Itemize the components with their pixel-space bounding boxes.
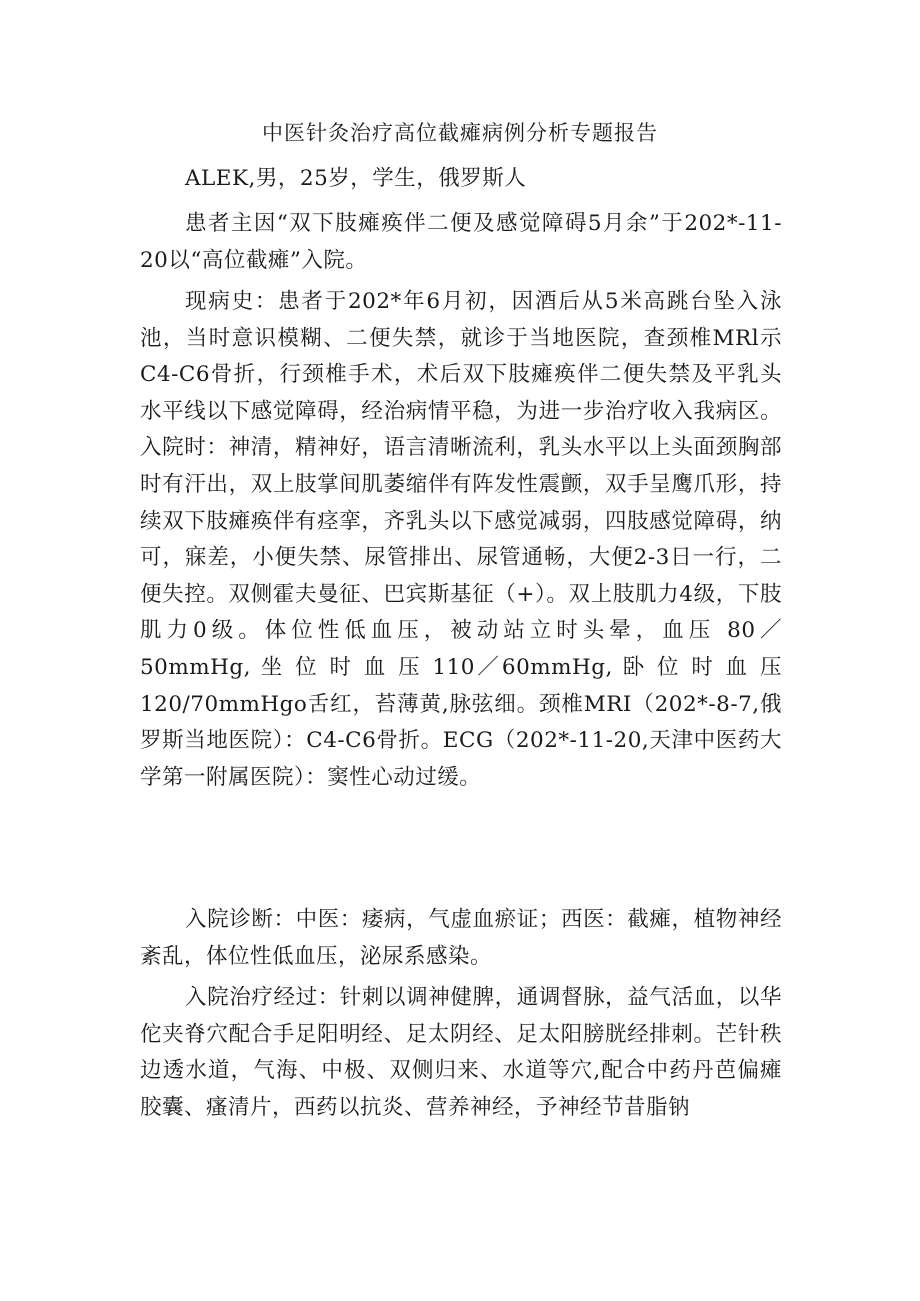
document-title: 中医针灸治疗高位截瘫病例分析专题报告	[262, 121, 658, 145]
patient-info-paragraph: ALEK,男，25岁，学生，俄罗斯人	[185, 166, 527, 191]
admission-diagnosis-paragraph: 入院诊断：中医：痿病，气虚血瘀证；西医：截瘫，植物神经紊乱，体位性低血压，泌尿系感染。	[140, 907, 782, 969]
present-history-paragraph: 现病史：患者于202*年6月初，因酒后从5米高跳台坠入泳池，当时意识模糊、二便失禁，就诊于当地医院，查颈椎MRl示C4-C6骨折，行颈椎手术，术后双下肢瘫痪伴二便失禁及平乳头水平线以下感觉障碍，经治病情平稳，为进一步治疗收入我病区。入院时：神清，精神好，语言清晰流利，乳头水平以上头面颈胸部时有汗出，双上肢掌间肌萎缩伴有阵发性震颤，双手呈鹰爪形，持续双下肢瘫痪伴有痉挛，齐乳头以下感觉减弱，四肢感觉障碍，纳可，寐差，小便失禁、尿管排出、尿管通畅，大便2-3日一行，二便失控。双侧霍夫曼征、巴宾斯基征（+）。双上肢肌力4级，下肢肌力0级。体位性低血压，被动站立时头晕，血压 80／50mmHg, 坐 位 时 血 压 110／60mmHg, 卧 位 时 血 压 120/70mmHgo舌红，苔薄黄,脉弦细。颈椎MRI（202*-8-7,俄罗斯当地医院）：C4-C6骨折。ECG（202*-11-20,天津中医药大学第一附属医院）：窦性心动过缓。	[140, 289, 782, 790]
treatment-course-paragraph: 入院治疗经过：针刺以调神健脾，通调督脉，益气活血，以华佗夹脊穴配合手足阳明经、足太阴经、足太阳膀胱经排刺。芒针秩边透水道，气海、中极、双侧归来、水道等穴,配合中药丹芭偏瘫胶囊、瘙清片，西药以抗炎、营养神经，予神经节昔脂钠	[140, 985, 782, 1120]
chief-complaint-paragraph: 患者主因“双下肢瘫痪伴二便及感觉障碍5月余”于202*-11-20以“高位截瘫”入院。	[140, 211, 782, 273]
